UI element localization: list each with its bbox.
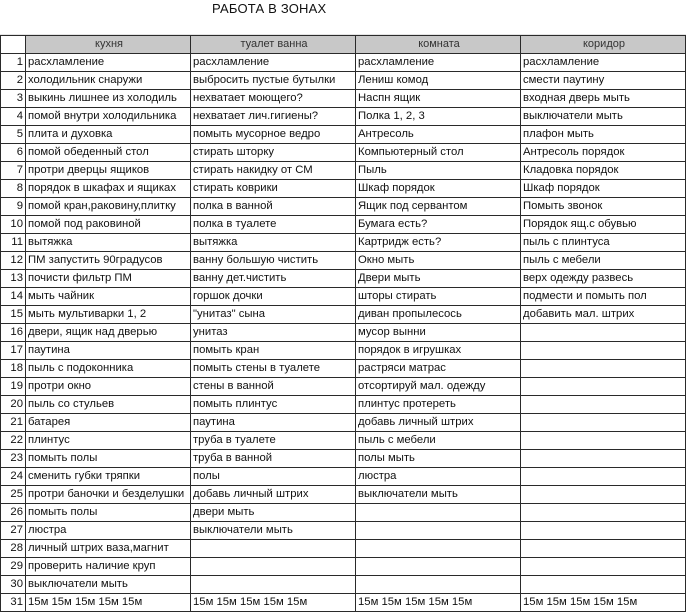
sheet-title-row: [0, 0, 686, 17]
cell-room[interactable]: отсортируй мал. одежду: [356, 378, 521, 396]
table-row: [1, 432, 686, 450]
cell-corridor[interactable]: [521, 504, 686, 522]
cell-room[interactable]: Наспн ящик: [356, 90, 521, 108]
row-number: 21: [1, 414, 26, 432]
cell-bathroom[interactable]: стены в ванной: [191, 378, 356, 396]
cell-corridor[interactable]: Шкаф порядок: [521, 180, 686, 198]
cell-room[interactable]: шторы стирать: [356, 288, 521, 306]
cell-room[interactable]: расхламление: [356, 54, 521, 72]
cell-kitchen[interactable]: помой под раковиной: [26, 216, 191, 234]
cell-corridor[interactable]: [521, 450, 686, 468]
cell-bathroom[interactable]: горшок дочки: [191, 288, 356, 306]
cell-kitchen[interactable]: плита и духовка: [26, 126, 191, 144]
cell-bathroom[interactable]: выключатели мыть: [191, 522, 356, 540]
row-number: 31: [1, 594, 26, 612]
cell-corridor[interactable]: Порядок ящ.с обувью: [521, 216, 686, 234]
table-row: [1, 468, 686, 486]
cell-room[interactable]: люстра: [356, 468, 521, 486]
cell-kitchen[interactable]: помыть полы: [26, 450, 191, 468]
cell-room[interactable]: добавь личный штрих: [356, 414, 521, 432]
cell-bathroom[interactable]: стирать накидку от СМ: [191, 162, 356, 180]
row-number: 28: [1, 540, 26, 558]
table-row: [1, 54, 686, 72]
cell-room[interactable]: растряси матрас: [356, 360, 521, 378]
cell-kitchen[interactable]: мыть мультиварки 1, 2: [26, 306, 191, 324]
cell-corridor[interactable]: [521, 396, 686, 414]
row-number: 5: [1, 126, 26, 144]
cell-kitchen[interactable]: помыть полы: [26, 504, 191, 522]
table-row: [1, 342, 686, 360]
cell-kitchen[interactable]: расхламление: [26, 54, 191, 72]
table-row: [1, 306, 686, 324]
cell-kitchen[interactable]: проверить наличие круп: [26, 558, 191, 576]
cell-bathroom[interactable]: 15м 15м 15м 15м 15м: [191, 594, 356, 612]
cell-bathroom[interactable]: полка в ванной: [191, 198, 356, 216]
row-number: 16: [1, 324, 26, 342]
row-number: 19: [1, 378, 26, 396]
row-number: 9: [1, 198, 26, 216]
table-row: [1, 486, 686, 504]
cell-corridor[interactable]: пыль с мебели: [521, 252, 686, 270]
cell-corridor[interactable]: расхламление: [521, 54, 686, 72]
table-row: [1, 144, 686, 162]
cell-room[interactable]: выключатели мыть: [356, 486, 521, 504]
cell-kitchen[interactable]: холодильник снаружи: [26, 72, 191, 90]
row-number: 8: [1, 180, 26, 198]
row-number: 12: [1, 252, 26, 270]
table-row: [1, 594, 686, 612]
row-number: 27: [1, 522, 26, 540]
table-row: [1, 270, 686, 288]
cell-bathroom[interactable]: помыть стены в туалете: [191, 360, 356, 378]
cell-bathroom[interactable]: добавь личный штрих: [191, 486, 356, 504]
cell-kitchen[interactable]: паутина: [26, 342, 191, 360]
cell-corridor[interactable]: [521, 522, 686, 540]
cell-bathroom[interactable]: паутина: [191, 414, 356, 432]
cell-kitchen[interactable]: плинтус: [26, 432, 191, 450]
table-row: [1, 252, 686, 270]
cell-corridor[interactable]: 15м 15м 15м 15м 15м: [521, 594, 686, 612]
header-row: [1, 36, 686, 54]
cell-kitchen[interactable]: протри дверцы ящиков: [26, 162, 191, 180]
cell-room[interactable]: Ящик под сервантом: [356, 198, 521, 216]
row-number: 11: [1, 234, 26, 252]
row-number: 2: [1, 72, 26, 90]
cell-room[interactable]: [356, 504, 521, 522]
row-number: 3: [1, 90, 26, 108]
row-number: 17: [1, 342, 26, 360]
table-row: [1, 576, 686, 594]
cell-room[interactable]: порядок в игрушках: [356, 342, 521, 360]
table-row: [1, 216, 686, 234]
table-row: [1, 108, 686, 126]
cell-corridor[interactable]: пыль с плинтуса: [521, 234, 686, 252]
cell-kitchen[interactable]: помой обеденный стол: [26, 144, 191, 162]
cell-room[interactable]: Компьютерный стол: [356, 144, 521, 162]
cell-bathroom[interactable]: [191, 540, 356, 558]
cell-kitchen[interactable]: мыть чайник: [26, 288, 191, 306]
cell-kitchen[interactable]: протри окно: [26, 378, 191, 396]
row-number: 20: [1, 396, 26, 414]
row-number: 29: [1, 558, 26, 576]
sheet-title: РАБОТА В ЗОНАХ: [212, 1, 327, 16]
cell-bathroom[interactable]: стирать шторку: [191, 144, 356, 162]
cell-corridor[interactable]: Кладовка порядок: [521, 162, 686, 180]
table-row: [1, 288, 686, 306]
cell-bathroom[interactable]: двери мыть: [191, 504, 356, 522]
cell-corridor[interactable]: [521, 324, 686, 342]
table-row: [1, 558, 686, 576]
cell-kitchen[interactable]: сменить губки тряпки: [26, 468, 191, 486]
cell-bathroom[interactable]: унитаз: [191, 324, 356, 342]
cell-bathroom[interactable]: расхламление: [191, 54, 356, 72]
cell-kitchen[interactable]: выкинь лишнее из холодиль: [26, 90, 191, 108]
table-row: [1, 162, 686, 180]
row-number: 7: [1, 162, 26, 180]
row-number: 10: [1, 216, 26, 234]
header-corridor[interactable]: коридор: [521, 36, 686, 54]
table-row: [1, 198, 686, 216]
cell-bathroom[interactable]: "унитаз" сына: [191, 306, 356, 324]
cell-kitchen[interactable]: выключатели мыть: [26, 576, 191, 594]
cell-room[interactable]: Лениш комод: [356, 72, 521, 90]
cell-bathroom[interactable]: нехватает моющего?: [191, 90, 356, 108]
cell-kitchen[interactable]: личный штрих ваза,магнит: [26, 540, 191, 558]
cell-bathroom[interactable]: помыть плинтус: [191, 396, 356, 414]
table-row: [1, 180, 686, 198]
cell-corridor[interactable]: [521, 360, 686, 378]
header-kitchen[interactable]: кухня: [26, 36, 191, 54]
cell-kitchen[interactable]: порядок в шкафах и ящиках: [26, 180, 191, 198]
row-number: 13: [1, 270, 26, 288]
cell-room[interactable]: Окно мыть: [356, 252, 521, 270]
cell-room[interactable]: Полка 1, 2, 3: [356, 108, 521, 126]
cell-bathroom[interactable]: ванну дет.чистить: [191, 270, 356, 288]
cell-corridor[interactable]: верх одежду развесь: [521, 270, 686, 288]
cell-bathroom[interactable]: труба в ванной: [191, 450, 356, 468]
cell-corridor[interactable]: [521, 378, 686, 396]
row-number: 30: [1, 576, 26, 594]
cell-room[interactable]: Картридж есть?: [356, 234, 521, 252]
cell-corridor[interactable]: [521, 342, 686, 360]
cell-corridor[interactable]: добавить мал. штрих: [521, 306, 686, 324]
row-number: 15: [1, 306, 26, 324]
cell-room[interactable]: Двери мыть: [356, 270, 521, 288]
cell-room[interactable]: Шкаф порядок: [356, 180, 521, 198]
cell-kitchen[interactable]: двери, ящик над дверью: [26, 324, 191, 342]
table-row: [1, 396, 686, 414]
cell-corridor[interactable]: [521, 486, 686, 504]
table-row: [1, 90, 686, 108]
cell-bathroom[interactable]: труба в туалете: [191, 432, 356, 450]
cell-corridor[interactable]: входная дверь мыть: [521, 90, 686, 108]
table-row: [1, 450, 686, 468]
cell-room[interactable]: пыль с мебели: [356, 432, 521, 450]
cell-room[interactable]: [356, 558, 521, 576]
cell-corridor[interactable]: [521, 558, 686, 576]
cell-bathroom[interactable]: нехватает лич.гигиены?: [191, 108, 356, 126]
row-number: 1: [1, 54, 26, 72]
table-row: [1, 126, 686, 144]
cell-kitchen[interactable]: протри баночки и безделушки: [26, 486, 191, 504]
table-row: [1, 72, 686, 90]
cell-corridor[interactable]: подмести и помыть пол: [521, 288, 686, 306]
cell-corridor[interactable]: Помыть звонок: [521, 198, 686, 216]
table-row: [1, 378, 686, 396]
cell-room[interactable]: Пыль: [356, 162, 521, 180]
table-row: [1, 540, 686, 558]
cell-room[interactable]: 15м 15м 15м 15м 15м: [356, 594, 521, 612]
cell-room[interactable]: [356, 522, 521, 540]
cell-kitchen[interactable]: 15м 15м 15м 15м 15м: [26, 594, 191, 612]
row-number: 24: [1, 468, 26, 486]
cell-bathroom[interactable]: [191, 576, 356, 594]
cell-room[interactable]: плинтус протереть: [356, 396, 521, 414]
cell-bathroom[interactable]: стирать коврики: [191, 180, 356, 198]
table-row: [1, 360, 686, 378]
table-row: [1, 504, 686, 522]
cell-kitchen[interactable]: почисти фильтр ПМ: [26, 270, 191, 288]
cell-kitchen[interactable]: ПМ запустить 90градусов: [26, 252, 191, 270]
cell-kitchen[interactable]: помой внутри холодильника: [26, 108, 191, 126]
cell-kitchen[interactable]: пыль с подоконника: [26, 360, 191, 378]
row-number: 4: [1, 108, 26, 126]
cell-kitchen[interactable]: помой кран,раковину,плитку: [26, 198, 191, 216]
cell-corridor[interactable]: [521, 432, 686, 450]
row-number: 14: [1, 288, 26, 306]
cell-room[interactable]: Бумага есть?: [356, 216, 521, 234]
table-row: [1, 324, 686, 342]
row-number: 18: [1, 360, 26, 378]
cell-kitchen[interactable]: батарея: [26, 414, 191, 432]
cell-bathroom[interactable]: полы: [191, 468, 356, 486]
cell-kitchen[interactable]: люстра: [26, 522, 191, 540]
cell-corridor[interactable]: [521, 468, 686, 486]
cell-corridor[interactable]: Антресоль порядок: [521, 144, 686, 162]
cell-room[interactable]: Антресоль: [356, 126, 521, 144]
blank-row: [0, 17, 686, 35]
cell-bathroom[interactable]: помыть кран: [191, 342, 356, 360]
cell-room[interactable]: [356, 540, 521, 558]
header-bathroom[interactable]: туалет ванна: [191, 36, 356, 54]
cell-kitchen[interactable]: пыль со стульев: [26, 396, 191, 414]
cell-bathroom[interactable]: полка в туалете: [191, 216, 356, 234]
table-row: [1, 234, 686, 252]
header-room[interactable]: комната: [356, 36, 521, 54]
cell-room[interactable]: мусор вынни: [356, 324, 521, 342]
cell-room[interactable]: диван пропылесось: [356, 306, 521, 324]
cell-room[interactable]: [356, 576, 521, 594]
cell-kitchen[interactable]: вытяжка: [26, 234, 191, 252]
table-row: [1, 522, 686, 540]
cell-corridor[interactable]: плафон мыть: [521, 126, 686, 144]
zones-table: [0, 35, 686, 612]
cell-corridor[interactable]: [521, 414, 686, 432]
cell-corridor[interactable]: выключатели мыть: [521, 108, 686, 126]
cell-corridor[interactable]: [521, 576, 686, 594]
cell-corridor[interactable]: смести паутину: [521, 72, 686, 90]
header-num-cell: [1, 36, 26, 54]
row-number: 6: [1, 144, 26, 162]
table-row: [1, 414, 686, 432]
row-number: 26: [1, 504, 26, 522]
cell-corridor[interactable]: [521, 540, 686, 558]
cell-bathroom[interactable]: помыть мусорное ведро: [191, 126, 356, 144]
row-number: 23: [1, 450, 26, 468]
cell-bathroom[interactable]: ванну большую чистить: [191, 252, 356, 270]
cell-room[interactable]: полы мыть: [356, 450, 521, 468]
cell-bathroom[interactable]: [191, 558, 356, 576]
row-number: 25: [1, 486, 26, 504]
cell-bathroom[interactable]: выбросить пустые бутылки: [191, 72, 356, 90]
cell-bathroom[interactable]: вытяжка: [191, 234, 356, 252]
row-number: 22: [1, 432, 26, 450]
